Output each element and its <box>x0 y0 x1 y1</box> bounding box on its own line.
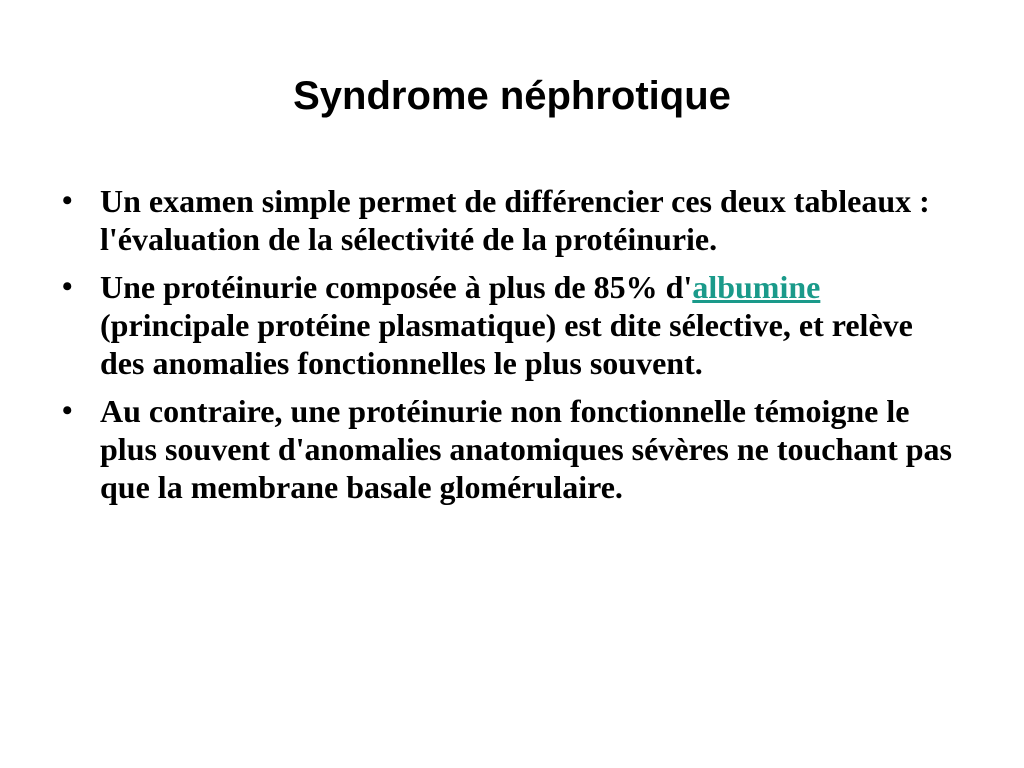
bullet-text-1: Un examen simple permet de différencier ces deux tableaux : l'évaluation de la sélectivité de la protéinurie. <box>100 183 930 257</box>
bullet-list <box>62 182 962 516</box>
bullet-item-2 <box>62 268 962 382</box>
bullet-text-3: Au contraire, une protéinurie non fonctionnelle témoigne le plus souvent d'anomalies anatomiques sévères ne touchant pas que la membrane basale glomérulaire. <box>100 393 952 505</box>
bullet-icon: • <box>62 184 73 217</box>
bullet-icon: • <box>62 394 73 427</box>
bullet-text-2-before: Une protéinurie composée à plus de 85% d' <box>100 269 693 305</box>
albumine-link[interactable]: albumine <box>692 269 821 305</box>
bullet-text-2-after: (principale protéine plasmatique) est dite sélective, et relève des anomalies fonctionnelles le plus souvent. <box>100 307 913 381</box>
bullet-item-1 <box>62 182 962 258</box>
bullet-icon: • <box>62 270 73 303</box>
slide-title: Syndrome néphrotique <box>293 74 731 118</box>
bullet-item-3 <box>62 392 962 506</box>
